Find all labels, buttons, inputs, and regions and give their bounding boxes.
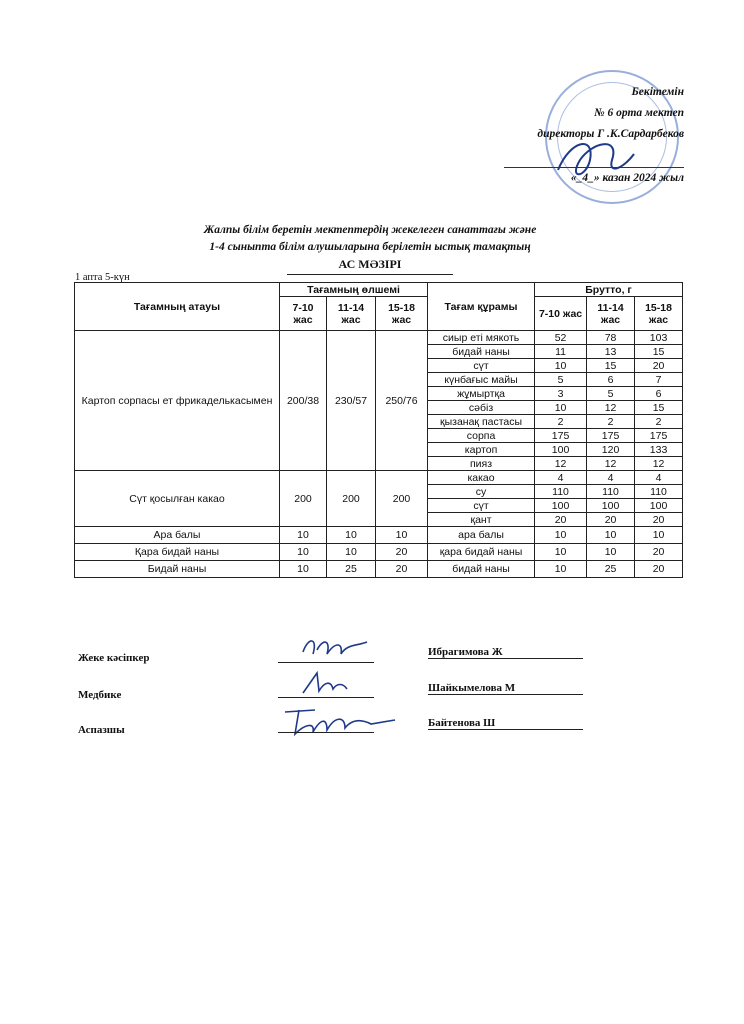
brutto-value-cell: 11 <box>535 345 587 359</box>
signature-name-cook: Байтенова Ш <box>428 717 583 730</box>
ingredient-name-cell: бидай наны <box>428 561 535 578</box>
header-dish-name: Тағамның атауы <box>75 283 280 331</box>
signature-role-nurse: Медбике <box>78 689 122 701</box>
brutto-value-cell: 7 <box>635 373 683 387</box>
ingredient-name-cell: сиыр еті мякоть <box>428 331 535 345</box>
approval-signature-line <box>504 145 684 168</box>
ingredient-name-cell: қант <box>428 513 535 527</box>
portion-cell: 200 <box>376 471 428 527</box>
header-brutto-age-2: 11-14 жас <box>587 297 635 331</box>
brutto-value-cell: 78 <box>587 331 635 345</box>
dish-name-cell: Картоп сорпасы ет фрикаделькасымен <box>75 331 280 471</box>
portion-cell: 200 <box>280 471 327 527</box>
brutto-value-cell: 10 <box>587 544 635 561</box>
portion-cell: 230/57 <box>327 331 376 471</box>
brutto-value-cell: 15 <box>635 401 683 415</box>
ingredient-name-cell: какао <box>428 471 535 485</box>
signature-name-nurse: Шайкымелова М <box>428 682 583 695</box>
approval-heading: Бекітемін <box>631 86 684 98</box>
brutto-value-cell: 110 <box>587 485 635 499</box>
brutto-value-cell: 4 <box>587 471 635 485</box>
ingredient-name-cell: сүт <box>428 499 535 513</box>
portion-cell: 250/76 <box>376 331 428 471</box>
brutto-value-cell: 10 <box>535 561 587 578</box>
brutto-value-cell: 20 <box>635 561 683 578</box>
brutto-value-cell: 12 <box>535 457 587 471</box>
brutto-value-cell: 100 <box>587 499 635 513</box>
entrepreneur-signature <box>283 632 373 662</box>
dish-name-cell: Бидай наны <box>75 561 280 578</box>
approval-school: № 6 орта мектеп <box>594 107 684 119</box>
portion-cell: 20 <box>376 561 428 578</box>
brutto-value-cell: 4 <box>535 471 587 485</box>
signature-role-cook: Аспазшы <box>78 724 125 736</box>
brutto-value-cell: 12 <box>587 457 635 471</box>
menu-title: АС МӘЗІРІ <box>287 256 454 275</box>
brutto-value-cell: 5 <box>535 373 587 387</box>
ingredient-name-cell: қызанақ пастасы <box>428 415 535 429</box>
brutto-value-cell: 3 <box>535 387 587 401</box>
brutto-value-cell: 4 <box>635 471 683 485</box>
ingredient-name-cell: сорпа <box>428 429 535 443</box>
signature-line-nurse <box>278 697 374 698</box>
menu-table <box>74 282 683 578</box>
nurse-signature <box>283 667 373 697</box>
header-portion-age-1: 7-10 жас <box>280 297 327 331</box>
week-day-label: 1 апта 5-күн <box>75 272 130 283</box>
portion-cell: 10 <box>280 527 327 544</box>
brutto-value-cell: 175 <box>587 429 635 443</box>
table-row <box>75 561 683 578</box>
ingredient-name-cell: пияз <box>428 457 535 471</box>
ingredient-name-cell: жұмыртқа <box>428 387 535 401</box>
brutto-value-cell: 100 <box>535 443 587 457</box>
portion-cell: 20 <box>376 544 428 561</box>
brutto-value-cell: 52 <box>535 331 587 345</box>
brutto-value-cell: 10 <box>535 527 587 544</box>
brutto-value-cell: 100 <box>535 499 587 513</box>
signature-line-entrepreneur <box>278 662 374 663</box>
portion-cell: 10 <box>280 544 327 561</box>
header-composition: Тағам құрамы <box>428 283 535 331</box>
brutto-value-cell: 2 <box>635 415 683 429</box>
dish-name-cell: Қара бидай наны <box>75 544 280 561</box>
ingredient-name-cell: бидай наны <box>428 345 535 359</box>
ingredient-name-cell: күнбағыс майы <box>428 373 535 387</box>
table-row <box>75 544 683 561</box>
brutto-value-cell: 100 <box>635 499 683 513</box>
signature-role-entrepreneur: Жеке кәсіпкер <box>78 652 150 664</box>
brutto-value-cell: 25 <box>587 561 635 578</box>
brutto-value-cell: 10 <box>535 401 587 415</box>
signature-line-cook <box>278 732 374 733</box>
brutto-value-cell: 5 <box>587 387 635 401</box>
brutto-value-cell: 103 <box>635 331 683 345</box>
portion-cell: 10 <box>327 527 376 544</box>
dish-name-cell: Сүт қосылған какао <box>75 471 280 527</box>
header-brutto-age-3: 15-18 жас <box>635 297 683 331</box>
brutto-value-cell: 20 <box>635 513 683 527</box>
brutto-value-cell: 2 <box>587 415 635 429</box>
brutto-value-cell: 20 <box>535 513 587 527</box>
portion-cell: 200/38 <box>280 331 327 471</box>
header-brutto-group: Брутто, г <box>535 283 683 297</box>
brutto-value-cell: 10 <box>535 544 587 561</box>
brutto-value-cell: 6 <box>635 387 683 401</box>
brutto-value-cell: 110 <box>635 485 683 499</box>
portion-cell: 10 <box>280 561 327 578</box>
brutto-value-cell: 110 <box>535 485 587 499</box>
ingredient-name-cell: ара балы <box>428 527 535 544</box>
header-portion-age-3: 15-18 жас <box>376 297 428 331</box>
approval-block <box>444 82 684 189</box>
approval-date: «_4_» казан 2024 жыл <box>570 172 684 184</box>
brutto-value-cell: 15 <box>587 359 635 373</box>
table-row <box>75 331 683 345</box>
approval-director: директоры Г .К.Сардарбеков <box>537 128 684 140</box>
brutto-value-cell: 10 <box>587 527 635 544</box>
brutto-value-cell: 20 <box>587 513 635 527</box>
brutto-value-cell: 15 <box>635 345 683 359</box>
portion-cell: 25 <box>327 561 376 578</box>
portion-cell: 10 <box>327 544 376 561</box>
ingredient-name-cell: су <box>428 485 535 499</box>
brutto-value-cell: 10 <box>535 359 587 373</box>
brutto-value-cell: 175 <box>535 429 587 443</box>
brutto-value-cell: 2 <box>535 415 587 429</box>
signature-name-entrepreneur: Ибрагимова Ж <box>428 646 583 659</box>
brutto-value-cell: 133 <box>635 443 683 457</box>
title-line-2: 1-4 сыныпта білім алушыларына берілетін ыстық тамақтың <box>209 241 531 253</box>
ingredient-name-cell: қара бидай наны <box>428 544 535 561</box>
header-brutto-age-1: 7-10 жас <box>535 297 587 331</box>
document-title <box>120 222 620 275</box>
brutto-value-cell: 20 <box>635 359 683 373</box>
ingredient-name-cell: сүт <box>428 359 535 373</box>
brutto-value-cell: 12 <box>635 457 683 471</box>
portion-cell: 10 <box>376 527 428 544</box>
header-portion-group: Тағамның өлшемі <box>280 283 428 297</box>
brutto-value-cell: 20 <box>635 544 683 561</box>
dish-name-cell: Ара балы <box>75 527 280 544</box>
table-row <box>75 471 683 485</box>
ingredient-name-cell: сәбіз <box>428 401 535 415</box>
brutto-value-cell: 175 <box>635 429 683 443</box>
brutto-value-cell: 10 <box>635 527 683 544</box>
brutto-value-cell: 13 <box>587 345 635 359</box>
brutto-value-cell: 120 <box>587 443 635 457</box>
brutto-value-cell: 6 <box>587 373 635 387</box>
ingredient-name-cell: картоп <box>428 443 535 457</box>
portion-cell: 200 <box>327 471 376 527</box>
title-line-1: Жалпы білім беретін мектептердің жекелеген санаттағы және <box>203 224 537 236</box>
table-row <box>75 527 683 544</box>
brutto-value-cell: 12 <box>587 401 635 415</box>
header-portion-age-2: 11-14 жас <box>327 297 376 331</box>
menu-table-body <box>75 331 683 578</box>
